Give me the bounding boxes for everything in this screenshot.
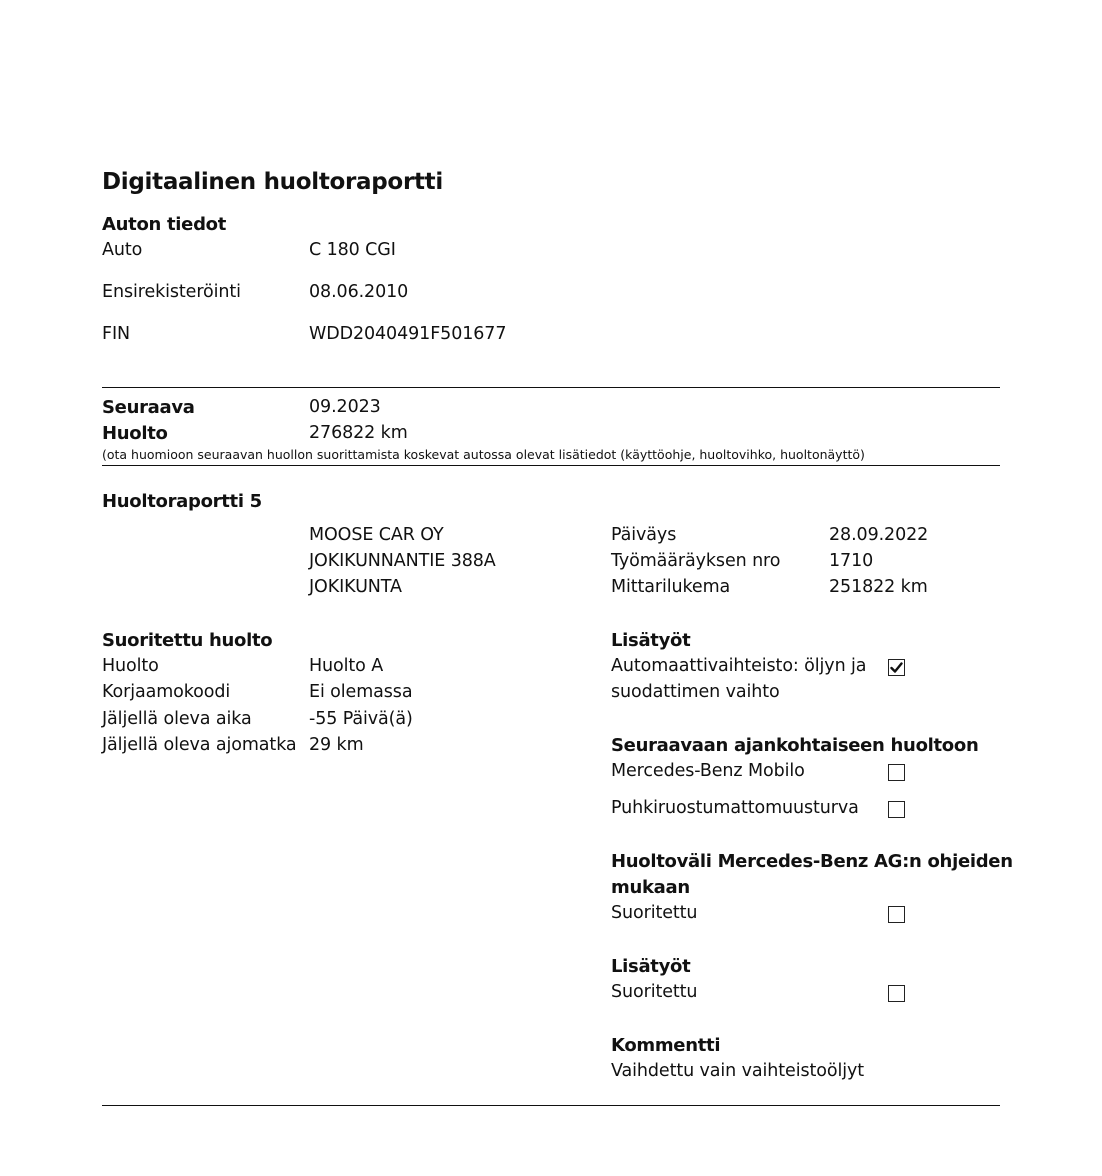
next-service-label: Seuraava [102,397,195,418]
performed-value-time: -55 Päivä(ä) [309,709,413,729]
vehicle-heading: Auton tiedot [102,214,227,235]
vehicle-value-registration: 08.06.2010 [309,282,409,302]
performed-label-code: Korjaamokoodi [102,682,231,702]
next-service-km: 276822 km [309,423,408,443]
report-value-date: 28.09.2022 [829,525,929,545]
performed-label-service: Huolto [102,656,159,676]
additional-work2-item-label: Suoritettu [611,982,698,1002]
divider-top [102,387,1000,388]
additional-work-item-line1: Automaattivaihteisto: öljyn ja [611,656,867,676]
next-service-label-km: Huolto [102,423,168,444]
additional-work2-checkbox[interactable] [888,985,905,1002]
divider-bottom [102,1105,1000,1106]
interval-item-label: Suoritettu [611,903,698,923]
vehicle-value-fin: WDD2040491F501677 [309,324,507,344]
comment-heading: Kommentti [611,1035,721,1056]
vehicle-value-model: C 180 CGI [309,240,396,260]
interval-heading-line2: mukaan [611,877,690,898]
report-label-odometer: Mittarilukema [611,577,731,597]
next-service-note: (ota huomioon seuraavan huollon suorittamista koskevat autossa olevat lisätiedot (käyttöohje, huoltovihko, huoltonäyttö) [102,447,865,462]
checkmark-icon [890,661,903,674]
rust-warranty-label: Puhkiruostumattomuusturva [611,798,859,818]
additional-work-checkbox[interactable] [888,659,905,676]
vehicle-label-registration: Ensirekisteröinti [102,282,241,302]
report-label-date: Päiväys [611,525,677,545]
additional-work2-heading: Lisätyöt [611,956,691,977]
workshop-city: JOKIKUNTA [309,577,402,597]
performed-value-code: Ei olemassa [309,682,413,702]
interval-heading-line1: Huoltoväli Mercedes-Benz AG:n ohjeiden [611,851,1013,872]
next-service-date: 09.2023 [309,397,381,417]
rust-warranty-checkbox[interactable] [888,801,905,818]
additional-work-heading: Lisätyöt [611,630,691,651]
performed-label-time: Jäljellä oleva aika [102,709,252,729]
workshop-name: MOOSE CAR OY [309,525,444,545]
performed-heading: Suoritettu huolto [102,630,273,651]
performed-label-distance: Jäljellä oleva ajomatka [102,735,297,755]
divider-middle [102,465,1000,466]
interval-checkbox[interactable] [888,906,905,923]
next-current-heading: Seuraavaan ajankohtaiseen huoltoon [611,735,979,756]
performed-value-distance: 29 km [309,735,364,755]
vehicle-label-fin: FIN [102,324,131,344]
vehicle-label-model: Auto [102,240,143,260]
page-title: Digitaalinen huoltoraportti [102,169,443,195]
performed-value-service: Huolto A [309,656,384,676]
additional-work-item-line2: suodattimen vaihto [611,682,780,702]
workshop-address: JOKIKUNNANTIE 388A [309,551,496,571]
comment-text: Vaihdettu vain vaihteistoöljyt [611,1061,864,1081]
mobilo-checkbox[interactable] [888,764,905,781]
report-value-odometer: 251822 km [829,577,928,597]
report-value-order: 1710 [829,551,874,571]
mobilo-label: Mercedes-Benz Mobilo [611,761,805,781]
report-label-order: Työmääräyksen nro [611,551,781,571]
report-heading: Huoltoraportti 5 [102,491,262,512]
